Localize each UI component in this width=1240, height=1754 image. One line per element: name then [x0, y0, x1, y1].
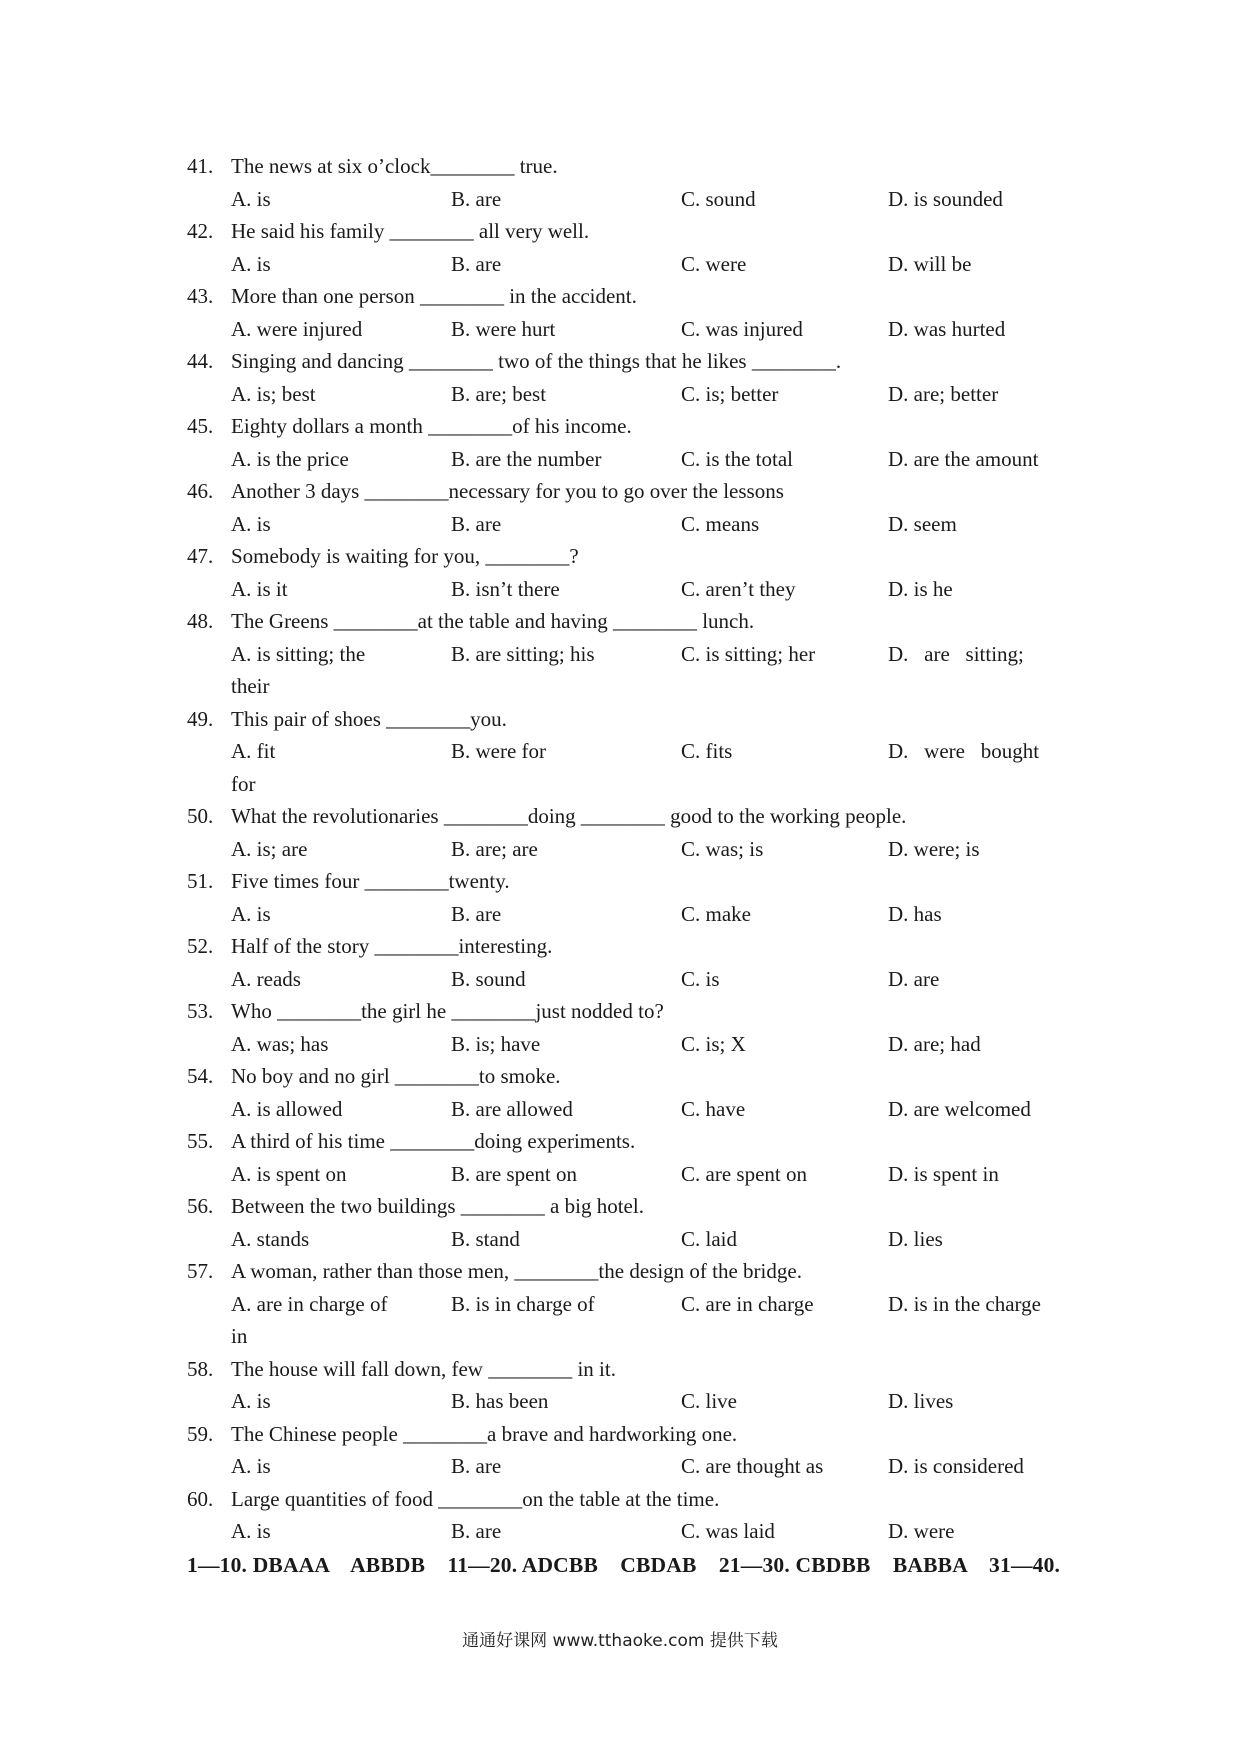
question-row: [187, 280, 1067, 313]
option-c: C. is; better: [681, 381, 779, 406]
option-a: A. is: [231, 251, 271, 276]
options-row: [187, 1158, 1067, 1191]
question-number: 47.: [187, 544, 214, 568]
question-stem: Large quantities of food ________on the table at the time.: [231, 1486, 720, 1511]
option-wrap-line: [187, 1320, 1067, 1353]
question-stem: What the revolutionaries ________doing ________ good to the working people.: [231, 804, 907, 828]
option-d: D. are the amount: [888, 446, 1039, 471]
option-c: C. sound: [681, 186, 756, 211]
option-a: A. is; best: [231, 381, 316, 406]
question-number: 42.: [187, 219, 214, 243]
question-row: [187, 1483, 1067, 1516]
option-b: B. are; best: [451, 381, 547, 406]
question-number: 44.: [187, 349, 214, 373]
option-wrap-text: in: [231, 1324, 248, 1348]
option-a: A. is: [231, 511, 271, 536]
question-row: [187, 150, 1067, 183]
option-a: A. is; are: [231, 836, 308, 861]
option-d: D. is considered: [888, 1454, 1024, 1478]
option-b: B. are: [451, 901, 502, 926]
question-number: 49.: [187, 706, 214, 731]
option-a: A. is: [231, 1389, 271, 1413]
option-c: C. are in charge: [681, 1291, 814, 1316]
option-wrap-line: [187, 670, 1067, 703]
options-row: [187, 898, 1067, 931]
option-a: A. is: [231, 1519, 271, 1543]
option-b: B. are: [451, 1454, 502, 1478]
question-row: [187, 475, 1067, 508]
page-footer: 通通好课网 www.tthaoke.com 提供下载: [462, 1631, 778, 1651]
option-c: C. fits: [681, 739, 733, 763]
option-d: D. are sitting;: [888, 641, 1024, 666]
option-wrap-text: their: [231, 674, 270, 698]
option-c: C. are spent on: [681, 1161, 807, 1186]
question-number: 60.: [187, 1486, 214, 1511]
question-stem: The news at six o’clock________ true.: [231, 154, 558, 178]
option-a: A. is sitting; the: [231, 641, 366, 666]
question-row: [187, 995, 1067, 1028]
question-stem: Singing and dancing ________ two of the things that he likes ________.: [231, 349, 842, 373]
question-row: [187, 605, 1067, 638]
question-number: 50.: [187, 804, 214, 828]
options-row: [187, 183, 1067, 216]
option-c: C. were: [681, 251, 747, 276]
question-number: 55.: [187, 1129, 214, 1153]
option-d: D. will be: [888, 251, 972, 276]
option-a: A. is: [231, 1454, 271, 1478]
question-number: 41.: [187, 154, 214, 178]
question-row: [187, 1255, 1067, 1288]
question-stem: A third of his time ________doing experiments.: [231, 1129, 636, 1153]
question-number: 58.: [187, 1356, 214, 1381]
option-wrap-text: for: [231, 771, 256, 796]
option-b: B. are: [451, 1519, 502, 1543]
option-a: A. are in charge of: [231, 1291, 388, 1316]
question-stem: Who ________the girl he ________just nodded to?: [231, 999, 664, 1023]
option-d: D. are: [888, 966, 940, 991]
option-d: D. are; had: [888, 1031, 981, 1056]
question-stem: The house will fall down, few ________ in it.: [231, 1356, 616, 1381]
question-number: 57.: [187, 1259, 214, 1283]
option-c: C. is; X: [681, 1031, 746, 1056]
option-wrap-line: [187, 768, 1067, 801]
options-row: [187, 1450, 1067, 1483]
option-b: B. are: [451, 186, 502, 211]
option-a: A. fit: [231, 739, 276, 763]
option-d: D. were; is: [888, 836, 980, 861]
answer-key-text: 1—10. DBAAA ABBDB 11—20. ADCBB CBDAB 21—30. CBDBB BABBA 31—40.: [187, 1552, 1061, 1577]
question-row: [187, 800, 1067, 833]
option-d: D. is sounded: [888, 186, 1003, 211]
question-sheet: [187, 150, 1067, 1582]
question-stem: He said his family ________ all very well.: [231, 219, 590, 243]
options-row: [187, 313, 1067, 346]
options-row: [187, 1515, 1067, 1548]
question-stem: Between the two buildings ________ a big hotel.: [231, 1194, 644, 1218]
question-stem: This pair of shoes ________you.: [231, 706, 507, 731]
question-stem: Half of the story ________interesting.: [231, 934, 553, 958]
question-stem: No boy and no girl ________to smoke.: [231, 1064, 561, 1088]
question-row: [187, 410, 1067, 443]
question-stem: The Greens ________at the table and having ________ lunch.: [231, 609, 755, 633]
option-d: D. were bought: [888, 739, 1040, 763]
question-stem: Five times four ________twenty.: [231, 869, 510, 893]
option-d: D. has: [888, 901, 942, 926]
option-b: B. is in charge of: [451, 1291, 595, 1316]
question-number: 53.: [187, 999, 214, 1023]
option-a: A. is the price: [231, 446, 349, 471]
option-b: B. were for: [451, 739, 547, 763]
options-row: [187, 443, 1067, 476]
option-d: D. was hurted: [888, 316, 1006, 341]
option-b: B. are spent on: [451, 1161, 577, 1186]
options-row: [187, 378, 1067, 411]
option-a: A. is allowed: [231, 1096, 343, 1121]
question-number: 52.: [187, 934, 214, 958]
options-row: [187, 508, 1067, 541]
question-row: [187, 703, 1067, 736]
option-c: C. are thought as: [681, 1454, 824, 1478]
question-stem: A woman, rather than those men, ________the design of the bridge.: [231, 1259, 802, 1283]
question-row: [187, 1125, 1067, 1158]
option-b: B. are sitting; his: [451, 641, 595, 666]
option-d: D. were: [888, 1519, 955, 1543]
question-number: 56.: [187, 1194, 214, 1218]
option-a: A. reads: [231, 966, 301, 991]
question-row: [187, 1190, 1067, 1223]
option-b: B. are: [451, 251, 502, 276]
question-stem: Eighty dollars a month ________of his income.: [231, 414, 632, 438]
answer-key-line: [187, 1548, 1067, 1582]
question-row: [187, 215, 1067, 248]
question-stem: More than one person ________ in the accident.: [231, 284, 637, 308]
option-c: C. is sitting; her: [681, 641, 816, 666]
option-d: D. seem: [888, 511, 957, 536]
question-number: 59.: [187, 1421, 214, 1446]
option-b: B. are allowed: [451, 1096, 573, 1121]
question-row: [187, 540, 1067, 573]
options-row: [187, 573, 1067, 606]
option-a: A. stands: [231, 1226, 310, 1251]
option-d: D. are; better: [888, 381, 999, 406]
option-c: C. means: [681, 511, 760, 536]
question-row: [187, 1060, 1067, 1093]
option-a: A. is: [231, 186, 271, 211]
option-b: B. are: [451, 511, 502, 536]
option-c: C. aren’t they: [681, 576, 796, 601]
question-stem: Another 3 days ________necessary for you to go over the lessons: [231, 479, 784, 503]
options-row: [187, 1288, 1067, 1321]
options-row: [187, 963, 1067, 996]
question-number: 45.: [187, 414, 214, 438]
options-row: [187, 1028, 1067, 1061]
option-d: D. is he: [888, 576, 953, 601]
question-number: 48.: [187, 609, 214, 633]
option-a: A. was; has: [231, 1031, 329, 1056]
option-b: B. stand: [451, 1226, 520, 1251]
question-row: [187, 1418, 1067, 1451]
question-row: [187, 930, 1067, 963]
option-b: B. isn’t there: [451, 576, 560, 601]
question-number: 51.: [187, 869, 214, 893]
options-row: [187, 1223, 1067, 1256]
option-c: C. was laid: [681, 1519, 775, 1543]
options-row: [187, 248, 1067, 281]
question-number: 46.: [187, 479, 214, 503]
option-d: D. is in the charge: [888, 1291, 1041, 1316]
option-c: C. live: [681, 1389, 737, 1413]
option-b: B. has been: [451, 1389, 549, 1413]
question-row: [187, 865, 1067, 898]
option-c: C. is the total: [681, 446, 793, 471]
question-number: 43.: [187, 284, 214, 308]
option-d: D. lies: [888, 1226, 943, 1251]
option-c: C. make: [681, 901, 751, 926]
option-a: A. is it: [231, 576, 288, 601]
option-b: B. is; have: [451, 1031, 541, 1056]
options-row: [187, 1385, 1067, 1418]
option-b: B. sound: [451, 966, 526, 991]
question-row: [187, 345, 1067, 378]
question-row: [187, 1353, 1067, 1386]
option-d: D. is spent in: [888, 1161, 999, 1186]
option-c: C. was; is: [681, 836, 764, 861]
options-row: [187, 1093, 1067, 1126]
option-c: C. laid: [681, 1226, 737, 1251]
options-row: [187, 638, 1067, 671]
option-b: B. were hurt: [451, 316, 556, 341]
options-row: [187, 735, 1067, 768]
option-c: C. was injured: [681, 316, 803, 341]
question-stem: Somebody is waiting for you, ________?: [231, 544, 579, 568]
question-stem: The Chinese people ________a brave and hardworking one.: [231, 1421, 738, 1446]
option-c: C. is: [681, 966, 720, 991]
option-d: D. lives: [888, 1389, 954, 1413]
option-b: B. are; are: [451, 836, 538, 861]
option-a: A. is spent on: [231, 1161, 347, 1186]
option-d: D. are welcomed: [888, 1096, 1031, 1121]
option-a: A. were injured: [231, 316, 363, 341]
question-number: 54.: [187, 1064, 214, 1088]
option-c: C. have: [681, 1096, 746, 1121]
option-b: B. are the number: [451, 446, 602, 471]
options-row: [187, 833, 1067, 866]
option-a: A. is: [231, 901, 271, 926]
